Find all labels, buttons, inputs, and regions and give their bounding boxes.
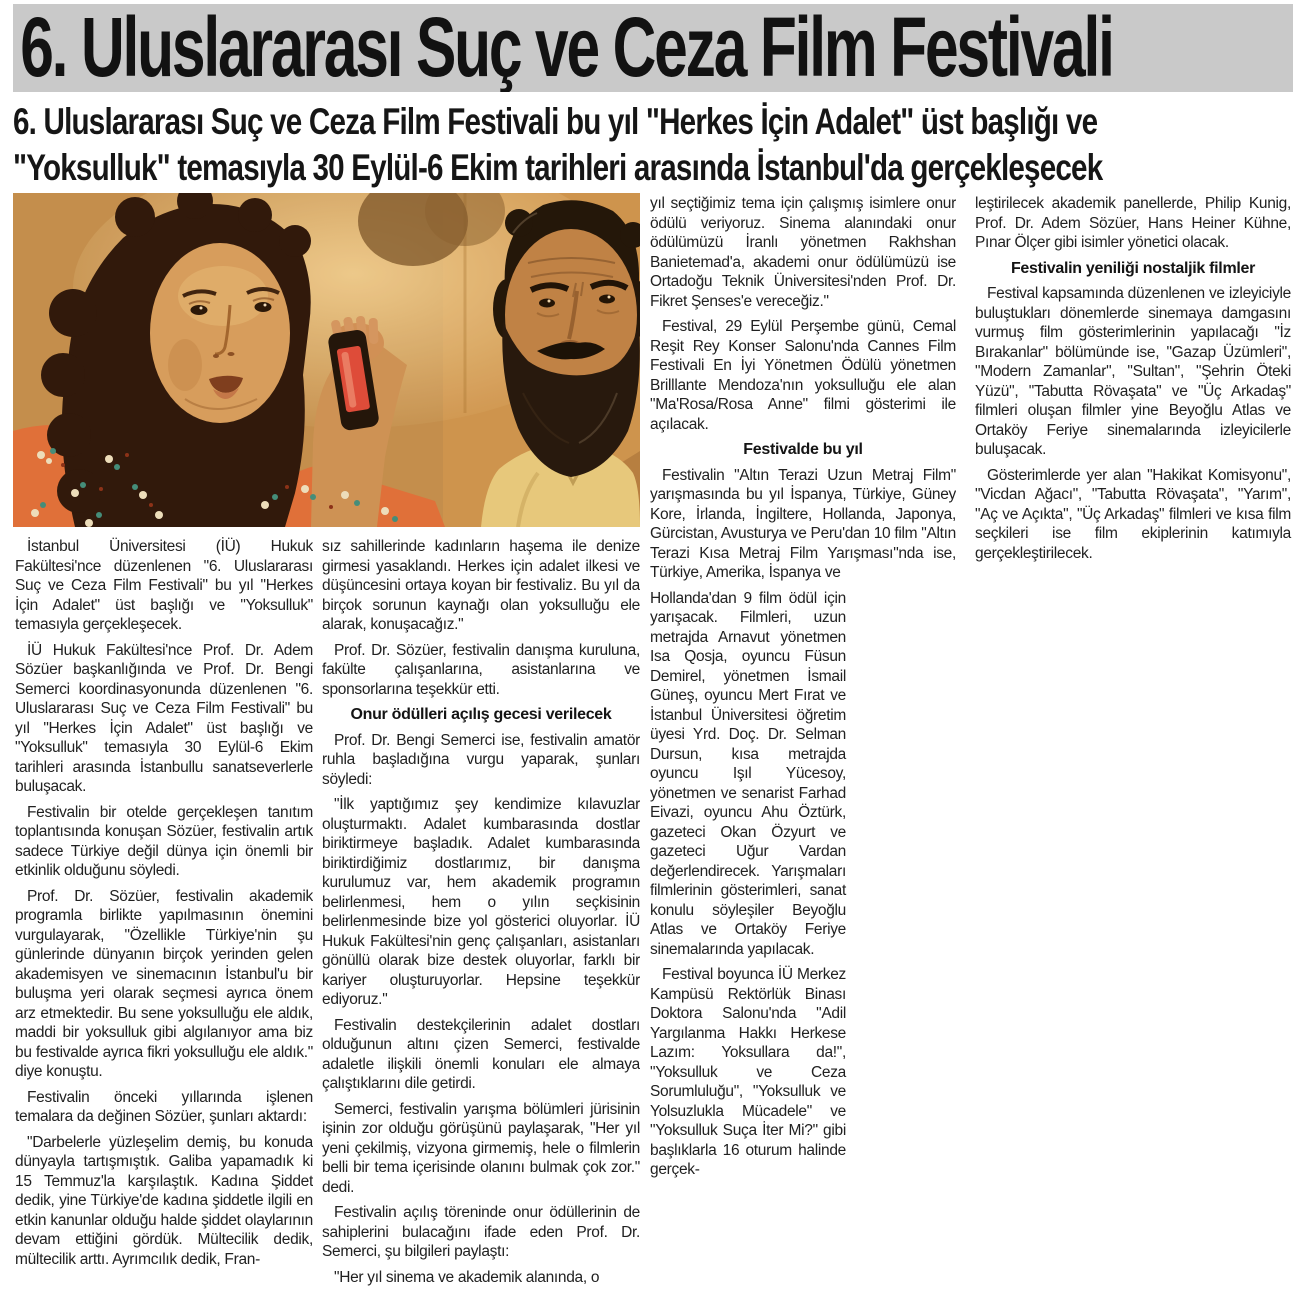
article-photo bbox=[13, 193, 640, 527]
narrow-text-block bbox=[650, 589, 846, 1180]
paragraph: Festivalin "Altın Terazi Uzun Metraj Film" yarışmasında bu yıl İspanya, Türkiye, Güney Kore, İrlanda, İngiltere, Hollanda, Japonya, Gürcistan, Avusturya ve Peru'dan 10 film "Altın Terazi Kısa Metraj Film Yarışması"nda ise, Türkiye, Amerika, İspanya ve bbox=[650, 466, 956, 581]
subheadline-line-1: 6. Uluslararası Suç ve Ceza Film Festivali bu yıl "Herkes İçin Adalet" üst başlığı ve bbox=[13, 101, 1098, 142]
paragraph: Festivalin destekçilerinin adalet dostları olduğunun altını çizen Semerci, festivalde adaletle ilişkili önemli konuları ele almaya çalıştıklarını dile getirdi. bbox=[322, 1016, 640, 1092]
article-headline: 6. Uluslararası Suç ve Ceza Film Festivali bbox=[20, 4, 1113, 92]
paragraph: Festivalin önceki yıllarında işlenen temalara da değinen Sözüer, şunları aktardı: bbox=[15, 1088, 313, 1125]
paragraph: yıl seçtiğimiz tema için çalışmış isimlere onur ödülü veriyoruz. Sinema alanındaki onur ödülümüzü İranlı yönetmen Rakhshan Banietemad'a, akademi onur ödülümüzü ise Ortadoğu Teknik Üniversitesi'nden Prof. Dr. Fikret Şenses'e vereceğiz." bbox=[650, 195, 956, 310]
paragraph: "Darbelerle yüzleşelim demiş, bu konuda dünyayla tartışmıştık. Galiba yapamadık ki 15 Temmuz'la karşılaştık. Kadına Şiddet dedik, yine Türkiye'de kadına şiddetle ilgili en etkin kanunlar olduğu halde şiddet olaylarının devam ettiğini gördük. Mültecilik dedik, mültecilik arttı. Ayrımcılık dedik, Fran- bbox=[15, 1133, 313, 1268]
paragraph: Festivalin açılış töreninde onur ödüllerinin de sahiplerini bulacağını ifade eden Prof. Dr. Semerci, şu bilgileri paylaştı: bbox=[322, 1204, 640, 1260]
paragraph: Semerci, festivalin yarışma bölümleri jürisinin işinin zor olduğu görüşünü paylaşarak, "Her yıl yeni çekilmiş, vizyona girmemiş, hele o filmlerin belli bir tema içerisinde olanını bulmak çok zor." dedi. bbox=[322, 1100, 640, 1196]
paragraph: Festival boyunca İÜ Merkez Kampüsü Rektörlük Binası Doktora Salonu'nda "Adil Yargılanma Hakkı Herkese Lazım: Yoksullara da!", "Yoksulluk ve Ceza Sorumluluğu", "Yoksulluk ve Yolsuzlukla Mücadele" ve "Yoksulluk Suça İter Mi?" gibi başlıklarla 16 oturum halinde gerçek- bbox=[650, 966, 846, 1178]
paragraph: Prof. Dr. Sözüer, festivalin akademik programla birlikte yapılmasının önemini vurgulayarak, "Özellikle Türkiye'nin şu günlerinde dünyanın birçok yerinden gelen akademisyen ve sinemacının İstanbul'u bir buluşma yeri olarak seçmesi ayrıca önem arz etmektedir. Bu sene yoksulluğu ele aldık, maddi bir yoksulluk gibi algılanıyor ama biz bu festivalde ayrıca fikri yoksulluğu ele aldık." diye konuştu. bbox=[15, 887, 313, 1080]
paragraph: Hollanda'dan 9 film ödül için yarışacak. Filmleri, uzun metrajda Arnavut yönetmen Isa Qosja, oyuncu Füsun Demirel, yönetmen İsmail Güneş, oyuncu Mert Fırat ve İstanbul Üniversitesi öğretim üyesi Yrd. Doç. Dr. Selman Dursun, kısa metrajda oyuncu Işıl Yücesoy, yönetmen ve senarist Farhad Eivazi, oyuncu Ahu Öztürk, gazeteci Okan Özyurt ve gazeteci Uğur Vardan değerlendirecek. Yarışmaları filmlerinin gösterimleri, sanat konulu söyleşiler Beyoğlu Atlas ve Ortaköy Feriye sinemalarında yapılacak. bbox=[650, 589, 846, 958]
column-4 bbox=[975, 194, 1291, 569]
masthead-bar bbox=[13, 4, 1293, 92]
paragraph: İÜ Hukuk Fakültesi'nce Prof. Dr. Adem Sözüer başkanlığında ve Prof. Dr. Bengi Semerci koordinasyonunda düzenlenen "6. Uluslararası Suç ve Ceza Film Festivali" bu yıl "Herkes İçin Adalet" üst başlığı ve "Yoksulluk" temasıyla 30 Eylül-6 Ekim tarihleri arasında İstanbullu sanatseverlerle buluşacak. bbox=[15, 641, 313, 795]
paragraph: sız sahillerinde kadınların haşema ile denize girmesi yasaklandı. Herkes için adalet ilkesi ve düşüncesini ortaya koyan bir festivaliz. Bu yıl da birçok sorunun kaynağı olan yoksulluğu ele alarak, konuşacağız." bbox=[322, 538, 640, 633]
paragraph: "İlk yaptığımız şey kendimize kılavuzlar oluşturmaktı. Adalet kumbarasında dostlar biriktirmeye başladık. Adalet kumbarasında biriktirdiğimiz dostlarımız, bir danışma kurulumuz var, hem akademik programın belirlenmesi, hem o yılın seçkisinin belirlenmesinde bize yol gösterici oluyorlar. İÜ Hukuk Fakültesi'nin genç çalışanları, asistanları gönüllü olarak bize destek oluyorlar, farklı bir kariyer oluşturuyorlar. Hepsine teşekkür ediyoruz." bbox=[322, 796, 640, 1008]
paragraph: Prof. Dr. Sözüer, festivalin danışma kuruluna, fakülte çalışanlarına, asistanlarına ve sponsorlarına teşekkür etti. bbox=[322, 641, 640, 698]
subheadline bbox=[13, 99, 1300, 191]
paragraph: Festivalin bir otelde gerçekleşen tanıtım toplantısında konuşan Sözüer, festivalin artık sadece Türkiye değil dünya için önemli bir etkinlik olduğunu söyledi. bbox=[15, 803, 313, 879]
column-3 bbox=[650, 194, 956, 1306]
section-heading-honor-awards: Onur ödülleri açılış gecesi verilecek bbox=[350, 706, 612, 723]
paragraph: leştirilecek akademik panellerde, Philip Kunig, Prof. Dr. Adem Sözüer, Hans Heiner Kühne, Pınar Ölçer gibi isimler yönetici olacak. bbox=[975, 195, 1291, 251]
column-2 bbox=[322, 537, 640, 1306]
paragraph: "Her yıl sinema ve akademik alanında, o bbox=[334, 1268, 600, 1286]
paragraph: İstanbul Üniversitesi (İÜ) Hukuk Fakültesi'nce düzenlenen "6. Uluslararası Suç ve Ceza Film Festivali" bu yıl "Herkes İçin Adalet" üst başlığı ve "Yoksulluk" temasıyla gerçekleşecek. bbox=[15, 538, 313, 633]
section-heading-festival-this-year: Festivalde bu yıl bbox=[743, 441, 863, 458]
paragraph: Prof. Dr. Bengi Semerci ise, festivalin amatör ruhla başladığına vurgu yaparak, şunları söyledi: bbox=[322, 731, 640, 788]
paragraph: Festival kapsamında düzenlenen ve izleyiciyle buluştukları dönemlerde sinemaya damgasını vurmuş film gösterimlerinin yapılacağı "İz Bırakanlar" bölümünde ise, "Gazap Üzümleri", "Modern Zamanlar", "Sultan", "Şehrin Öteki Yüzü", "Tabutta Rövaşata" ve "Üç Arkadaş" filmleri oluşan filmler yine Beyoğlu Atlas ve Ortaköy Feriye sinemalarında izleyicilerle buluşacak. bbox=[975, 285, 1291, 458]
subheadline-line-2: "Yoksulluk" temasıyla 30 Eylül-6 Ekim tarihleri arasında İstanbul'da gerçekleşecek bbox=[13, 147, 1103, 188]
column-1 bbox=[15, 537, 313, 1306]
paragraph: Festival, 29 Eylül Perşembe günü, Cemal Reşit Rey Konser Salonu'nda Cannes Film Festivali En İyi Yönetmen Ödülü yönetmen Brilllante Mendoza'nın yoksulluğu ele alan "Ma'Rosa/Rosa Anne" filmi gösterimi ile açılacak. bbox=[650, 318, 956, 433]
section-heading-nostalgic-films: Festivalin yeniliği nostaljik filmler bbox=[1010, 259, 1256, 277]
film-still-illustration bbox=[13, 193, 640, 527]
paragraph: Gösterimlerde yer alan "Hakikat Komisyonu", "Vicdan Ağacı", "Tabutta Rövaşata", "Yarım", "Aç ve Açıkta", "Üç Arkadaş" filmleri ve kısa film seçkileri ise film ekiplerinin katımıyla gerçekleştirilecek. bbox=[975, 466, 1291, 562]
